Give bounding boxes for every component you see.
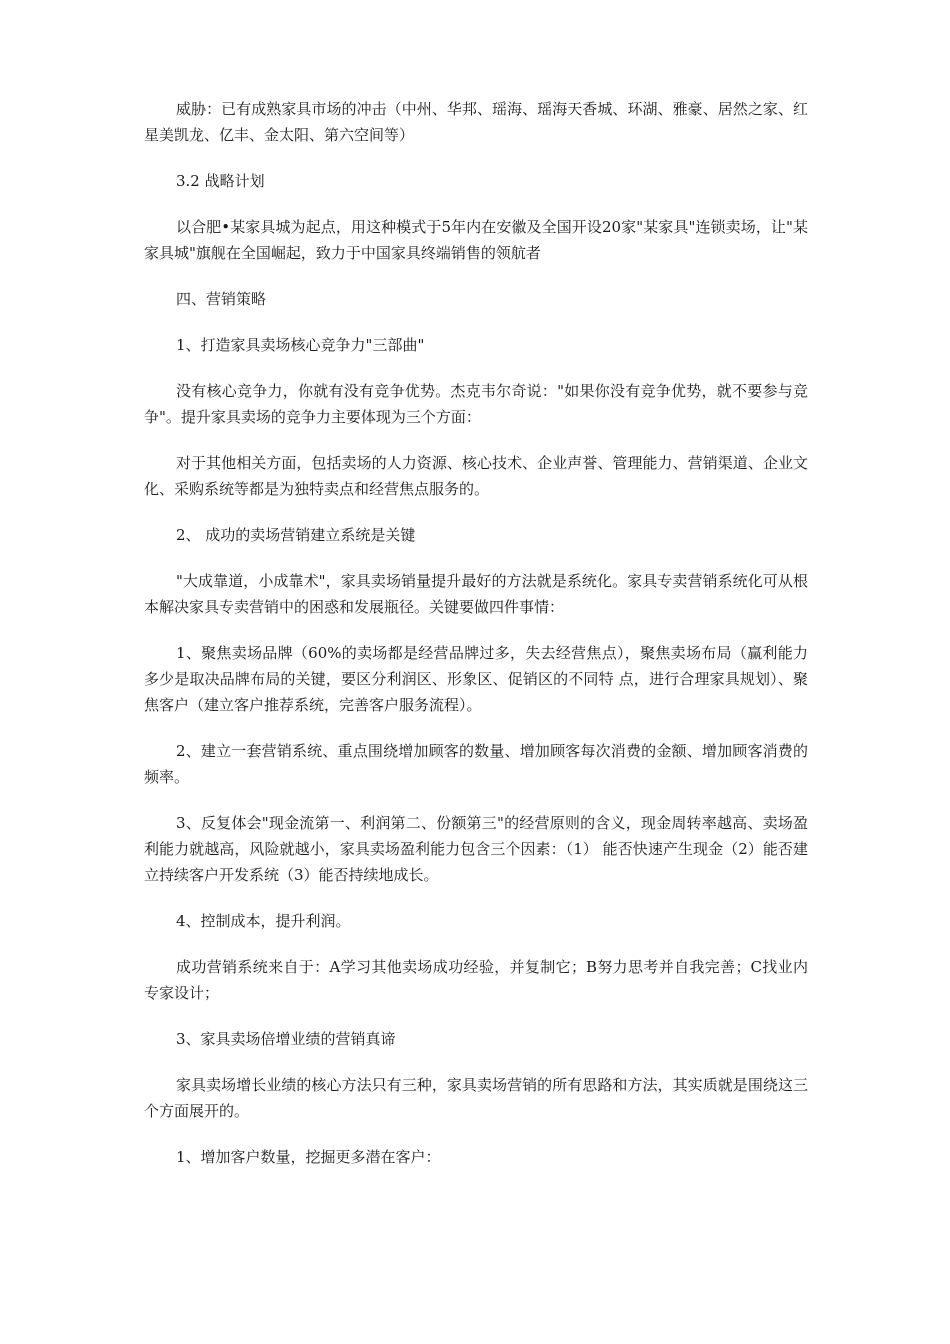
paragraph-systematization: "大成靠道，小成靠术"，家具卖场销量提升最好的方法就是系统化。家具专卖营销系统化可从根本解决家具专卖营销中的困惑和发展瓶径。关键要做四件事情： (144, 572, 808, 616)
paragraph-other-aspects: 对于其他相关方面，包括卖场的人力资源、核心技术、企业声誉、管理能力、营销渠道、企业文化、采购系统等都是为独特卖点和经营焦点服务的。 (144, 454, 808, 498)
list-item-focus-brand: 1、聚焦卖场品牌（60%的卖场都是经营品牌过多，失去经营焦点），聚焦卖场布局（赢利能力多少是取决品牌布局的关键，要区分利润区、形象区、促销区的不同特 点，进行合理家具规划）、聚焦客户（建立客户推荐系统，完善客户服务流程）。 (144, 644, 808, 714)
list-item-cash-flow: 3、反复体会"现金流第一、利润第二、份额第三"的经营原则的含义，现金周转率越高、卖场盈利能力就越高，风险就越小，家具卖场盈利能力包含三个因素：（1） 能否快速产生现金（2）能否建立持续客户开发系统（3）能否持续地成长。 (144, 814, 808, 884)
paragraph-strategy-plan: 以合肥•某家具城为起点，用这种模式于5年内在安徽及全国开设20家"某家具"连锁卖场，让"某家具城"旗舰在全国崛起，致力于中国家具终端销售的领航者 (144, 218, 808, 262)
list-item-marketing-system: 2、建立一套营销系统、重点围绕增加顾客的数量、增加顾客每次消费的金额、增加顾客消费的频率。 (144, 742, 808, 786)
paragraph-system-sources: 成功营销系统来自于：A学习其他卖场成功经验，并复制它；B努力思考并自我完善；C找业内专家设计； (144, 958, 808, 1002)
section-heading-marketing-strategy: 四、营销策略 (176, 290, 267, 308)
subheading-marketing-system: 2、 成功的卖场营销建立系统是关键 (176, 526, 416, 544)
list-item-control-cost: 4、控制成本，提升利润。 (176, 912, 351, 930)
paragraph-threats: 威胁：已有成熟家具市场的冲击（中州、华邦、瑶海、瑶海天香城、环湖、雅豪、居然之家、红星美凯龙、亿丰、金太阳、第六空间等） (144, 100, 808, 144)
section-heading-strategy-plan: 3.2 战略计划 (176, 172, 265, 190)
document-body (144, 96, 808, 1170)
subheading-core-competitiveness: 1、打造家具卖场核心竞争力"三部曲" (176, 336, 425, 354)
paragraph-competitive-advantage: 没有核心竞争力，你就有没有竞争优势。杰克韦尔奇说："如果你没有竞争优势，就不要参与竞争"。提升家具卖场的竞争力主要体现为三个方面： (144, 382, 808, 426)
paragraph-three-methods: 家具卖场增长业绩的核心方法只有三种，家具卖场营销的所有思路和方法，其实质就是围绕这三个方面展开的。 (144, 1076, 808, 1120)
subheading-double-performance: 3、家具卖场倍增业绩的营销真谛 (176, 1030, 396, 1048)
list-item-increase-customers: 1、增加客户数量，挖掘更多潜在客户： (176, 1148, 441, 1166)
